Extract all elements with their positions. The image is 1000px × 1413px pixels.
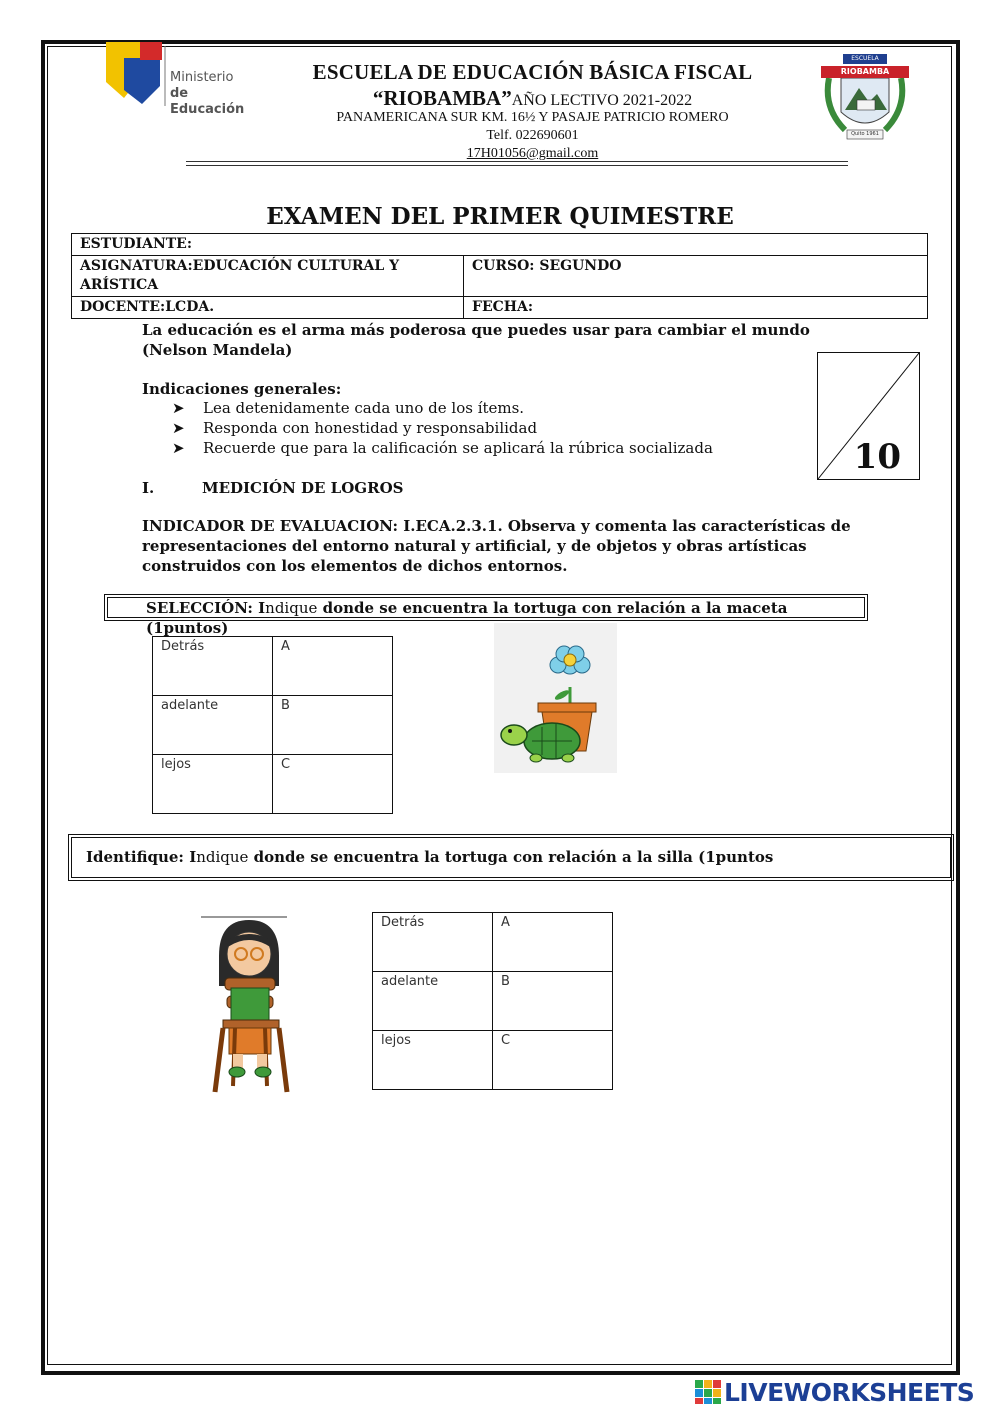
liveworksheets-logo-icon: [695, 1380, 721, 1410]
girl-chair-illustration: [201, 916, 291, 1096]
question1-plain: ndique: [265, 599, 318, 617]
date-field[interactable]: FECHA:: [464, 297, 928, 319]
option-letter[interactable]: B: [493, 972, 613, 1031]
question1-banner: [107, 597, 865, 637]
teacher-field[interactable]: DOCENTE:LCDA.: [72, 297, 464, 319]
instructions-heading: Indicaciones generales:: [142, 380, 342, 398]
school-phone: Telf. 022690601: [486, 128, 579, 143]
option-row[interactable]: [373, 1031, 613, 1090]
course-field: CURSO: SEGUNDO: [464, 256, 928, 297]
turtle-pot-icon: [494, 623, 617, 773]
question1-options: [152, 636, 393, 814]
liveworksheets-text: LIVEWORKSHEETS: [724, 1378, 975, 1407]
arrow-bullet-icon: ➤: [172, 439, 185, 457]
option-text[interactable]: adelante: [373, 972, 493, 1031]
info-table: [71, 233, 928, 319]
option-text[interactable]: adelante: [153, 696, 273, 755]
question2-options: [372, 912, 613, 1090]
question1-label: SELECCIÓN:: [146, 599, 253, 617]
question2-initial: I: [183, 848, 197, 866]
option-letter[interactable]: C: [493, 1031, 613, 1090]
question2-plain: ndique: [196, 848, 249, 866]
option-row[interactable]: [373, 972, 613, 1031]
school-crest: [815, 48, 915, 144]
crest-top-text: ESCUELA: [851, 55, 879, 62]
turtle-pot-illustration: [494, 623, 617, 773]
ministry-line1: Ministerio: [170, 70, 234, 85]
instruction-item: [172, 438, 792, 458]
instruction-text: Responda con honestidad y responsabilidad: [203, 419, 538, 437]
question2-text: donde se encuentra la tortuga con relación a la silla (1puntos: [248, 848, 774, 866]
school-email[interactable]: 17H01056@gmail.com: [466, 146, 599, 161]
instruction-item: [172, 418, 792, 438]
school-name: ESCUELA DE EDUCACIÓN BÁSICA FISCAL: [312, 60, 753, 84]
option-text[interactable]: Detrás: [153, 637, 273, 696]
crest-banner-text: RIOBAMBA: [840, 67, 890, 76]
ministry-logo: [104, 38, 254, 117]
option-letter[interactable]: B: [273, 696, 393, 755]
score-total: 10: [853, 437, 901, 477]
info-row-subject: [72, 256, 928, 297]
score-box: [817, 352, 920, 480]
evaluation-indicator: INDICADOR DE EVALUACION: I.ECA.2.3.1. Observa y comenta las características de representaciones del entorno natural y artificial, y de objetos y obras artísticas construidos con los elementos de dichos entornos.: [142, 517, 851, 575]
school-year: AÑO LECTIVO 2021-2022: [511, 92, 693, 109]
liveworksheets-brand[interactable]: [695, 1378, 974, 1410]
option-text[interactable]: lejos: [153, 755, 273, 814]
option-row[interactable]: [153, 637, 393, 696]
crest-bottom-text: Quito 1961: [851, 131, 879, 137]
header-rule: [186, 161, 848, 166]
question1-initial: I: [252, 599, 266, 617]
girl-chair-icon: [201, 916, 291, 1096]
option-row[interactable]: [153, 755, 393, 814]
option-text[interactable]: Detrás: [373, 913, 493, 972]
question1-text: donde se encuentra la tortuga con relación a la maceta (1puntos): [146, 599, 788, 637]
info-row-teacher: [72, 297, 928, 319]
ministry-line2: de Educación: [170, 86, 245, 117]
option-letter[interactable]: C: [273, 755, 393, 814]
arrow-bullet-icon: ➤: [172, 399, 185, 417]
section-number: I.: [142, 479, 155, 497]
question2-banner: [71, 837, 951, 878]
exam-title: EXAMEN DEL PRIMER QUIMESTRE: [266, 203, 734, 230]
arrow-bullet-icon: ➤: [172, 419, 185, 437]
section-title: MEDICIÓN DE LOGROS: [202, 479, 404, 497]
subject-field: ASIGNATURA:EDUCACIÓN CULTURAL Y ARÍSTICA: [72, 256, 464, 297]
option-text[interactable]: lejos: [373, 1031, 493, 1090]
option-letter[interactable]: A: [493, 913, 613, 972]
option-letter[interactable]: A: [273, 637, 393, 696]
instruction-text: Recuerde que para la calificación se aplicará la rúbrica socializada: [203, 439, 713, 457]
info-row-student: [72, 234, 928, 256]
mandela-quote: La educación es el arma más poderosa que puedes usar para cambiar el mundo (Nelson Mandela): [142, 321, 810, 359]
instruction-text: Lea detenidamente cada uno de los ítems.: [203, 399, 525, 417]
school-city: “RIOBAMBA”: [372, 86, 512, 110]
instruction-item: [172, 398, 792, 418]
school-city-year: [250, 86, 815, 111]
student-field[interactable]: ESTUDIANTE:: [72, 234, 928, 256]
option-row[interactable]: [373, 913, 613, 972]
option-row[interactable]: [153, 696, 393, 755]
question2-label: Identifique:: [86, 848, 184, 866]
ministry-name: [170, 70, 254, 118]
school-address: PANAMERICANA SUR KM. 16½ Y PASAJE PATRICIO ROMERO: [336, 110, 729, 125]
instructions-list: [172, 398, 792, 458]
